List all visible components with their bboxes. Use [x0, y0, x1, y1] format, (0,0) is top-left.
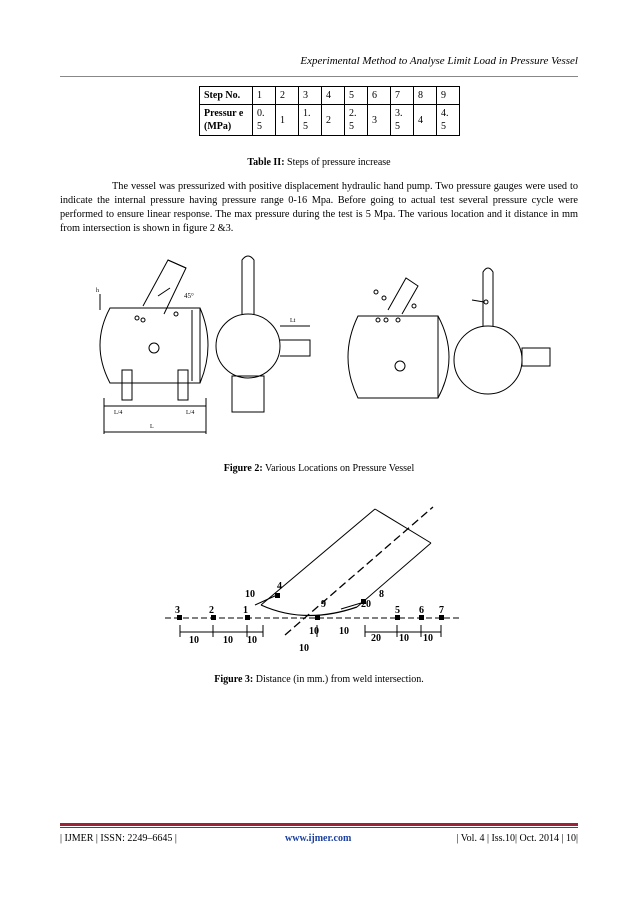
dim-label: L [150, 424, 154, 430]
table-cell: 4. 5 [437, 105, 460, 136]
dim-label: 20 [361, 599, 371, 610]
figure-2-drawing [88, 248, 558, 440]
row-header-pressure: Pressur e (MPa) [200, 105, 253, 136]
point-label: 9 [321, 599, 326, 610]
header-rule [60, 76, 578, 77]
table-cell: 2 [276, 87, 299, 105]
dim-label: 10 [223, 635, 233, 646]
point-label: 1 [243, 605, 248, 616]
table-cell: 3 [368, 105, 391, 136]
vessel-photo-end-view [454, 268, 550, 394]
table-cell: 4 [322, 87, 345, 105]
vessel-photo-view [348, 278, 449, 398]
dim-label: 10 [299, 643, 309, 654]
dim-label: 10 [245, 589, 255, 600]
table-cell: 7 [391, 87, 414, 105]
table-cell: 4 [414, 105, 437, 136]
dim-label: 10 [423, 633, 433, 644]
dim-label: 10 [339, 626, 349, 637]
body-paragraph: The vessel was pressurized with positive displacement hydraulic hand pump. Two pressure gauges were used to indicate the internal pressure having pressure range 0-16 Mpa. Before going to actual test several pressure cycle were performed to ensure linear response. The max pressure during the test is 5 Mpa. The various location and it distance in mm from intersection is shown in figure 2 &3. [60, 181, 578, 234]
dim-label: L/4 [186, 410, 195, 416]
point-label: 8 [379, 589, 384, 600]
figure-3-caption-label: Figure 3: [214, 674, 254, 685]
point-label: 3 [175, 605, 180, 616]
dim-label: 10 [247, 635, 257, 646]
point-label: 5 [395, 605, 400, 616]
running-header: Experimental Method to Analyse Limit Load in Pressure Vessel [300, 55, 578, 67]
table-caption-text: Steps of pressure increase [284, 157, 391, 168]
dim-label: 20 [371, 633, 381, 644]
footer-website[interactable] [285, 833, 351, 844]
dim-label: Lt [290, 318, 296, 324]
pressure-steps-table [199, 86, 460, 136]
table-cell: 3. 5 [391, 105, 414, 136]
table-row [200, 105, 460, 136]
table-cell: 2. 5 [345, 105, 368, 136]
dim-label: 10 [189, 635, 199, 646]
footer-rule [60, 823, 578, 826]
footer-rule [60, 827, 578, 828]
point-label: 2 [209, 605, 214, 616]
figure-2-caption [0, 463, 638, 474]
point-labels [175, 581, 444, 616]
figure-3-caption-text: Distance (in mm.) from weld intersection. [253, 674, 424, 685]
figure-3-caption [0, 674, 638, 685]
table-cell: 1 [276, 105, 299, 136]
vessel-end-view [216, 256, 310, 412]
dim-label: h [96, 288, 99, 294]
table-cell: 1. 5 [299, 105, 322, 136]
table-cell: 8 [414, 87, 437, 105]
table-cell: 3 [299, 87, 322, 105]
table-cell: 2 [322, 105, 345, 136]
footer-issue: | Vol. 4 | Iss.10| Oct. 2014 | 10| [456, 833, 578, 844]
footer-journal: | IJMER | ISSN: 2249–6645 | [60, 833, 177, 844]
figure-2-caption-text: Various Locations on Pressure Vessel [262, 463, 415, 474]
table-cell: 5 [345, 87, 368, 105]
figure-2-caption-label: Figure 2: [223, 463, 263, 474]
angle-label: 45° [184, 292, 194, 300]
dim-label: 10 [309, 626, 319, 637]
table-cell: 1 [253, 87, 276, 105]
point-label: 6 [419, 605, 424, 616]
table-caption [0, 157, 638, 168]
website-link[interactable]: www.ijmer.com [285, 833, 352, 844]
table-row [200, 87, 460, 105]
vessel-side-view [96, 260, 208, 434]
row-header-step: Step No. [200, 87, 253, 105]
point-label: 7 [439, 605, 444, 616]
point-label: 4 [277, 581, 282, 592]
dim-label: 10 [399, 633, 409, 644]
figure-3-drawing [165, 505, 465, 655]
table-cell: 6 [368, 87, 391, 105]
dimension-labels [189, 589, 433, 654]
dim-label: L/4 [114, 410, 123, 416]
table-cell: 0. 5 [253, 105, 276, 136]
table-cell: 9 [437, 87, 460, 105]
table-caption-label: Table II: [247, 157, 285, 168]
